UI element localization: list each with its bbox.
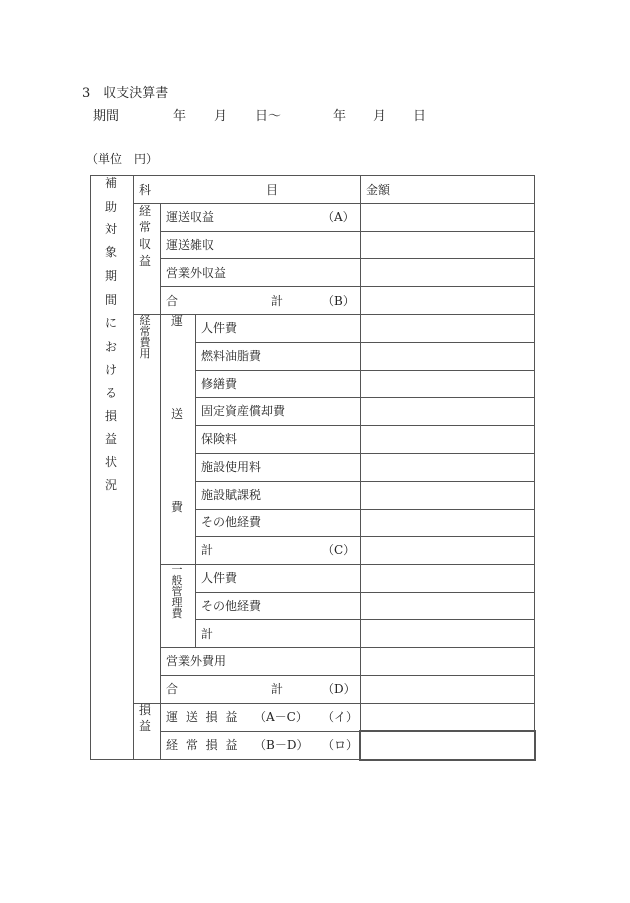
row-admin-subtotal: 計 [201, 627, 214, 641]
header-amount: 金額 [366, 183, 391, 197]
mark-c: （C） [322, 543, 356, 557]
header-item-right: 目 [266, 183, 279, 197]
mark-ro: （ロ） [322, 738, 359, 752]
row-transport-other: その他経費 [201, 515, 262, 529]
row-ordinary-profit: 経 常 損 益 [166, 738, 240, 752]
period-start-month: 月 [214, 109, 228, 124]
row-revenue-total-left: 合 [166, 294, 179, 308]
formula-b-minus-d: （B－D） [254, 738, 309, 752]
formula-a-minus-c: （A－C） [254, 710, 308, 724]
row-transport-misc: 運送雑収 [166, 238, 215, 252]
header-item-left: 科 [139, 183, 152, 197]
period-start-day: 日〜 [255, 109, 282, 124]
ordinary-profit-amount-cell [359, 730, 536, 761]
period-start-year: 年 [173, 109, 187, 124]
period-end-day: 日 [413, 109, 427, 124]
unit-label: （単位 円） [86, 152, 159, 166]
row-transport-subtotal: 計 [201, 543, 214, 557]
row-transport-personnel: 人件費 [201, 321, 238, 335]
row-revenue-total-right: 計 [271, 294, 284, 308]
mark-b: （B） [322, 294, 355, 308]
row-transport-revenue: 運送収益 [166, 210, 215, 224]
period-label: 期間 [93, 109, 120, 124]
mark-i: （イ） [322, 710, 359, 724]
mark-d: （D） [322, 682, 356, 696]
mark-a: （A） [322, 210, 355, 224]
period-end-month: 月 [373, 109, 387, 124]
row-admin-personnel: 人件費 [201, 571, 238, 585]
row-expense-total-right: 計 [271, 682, 284, 696]
row-facility-usage: 施設使用料 [201, 460, 262, 474]
row-expense-total-left: 合 [166, 682, 179, 696]
row-repair: 修繕費 [201, 377, 238, 391]
period-end-year: 年 [333, 109, 347, 124]
row-non-operating-expenses: 営業外費用 [166, 654, 227, 668]
row-transport-profit: 運 送 損 益 [166, 710, 240, 724]
row-admin-other: その他経費 [201, 599, 262, 613]
row-fuel: 燃料油脂費 [201, 349, 262, 363]
row-insurance: 保険料 [201, 432, 238, 446]
document-title: 3 収支決算書 [82, 86, 169, 101]
row-depreciation: 固定資産償却費 [201, 404, 286, 418]
row-non-operating-revenue: 営業外収益 [166, 266, 227, 280]
row-facility-tax: 施設賦課税 [201, 488, 262, 502]
